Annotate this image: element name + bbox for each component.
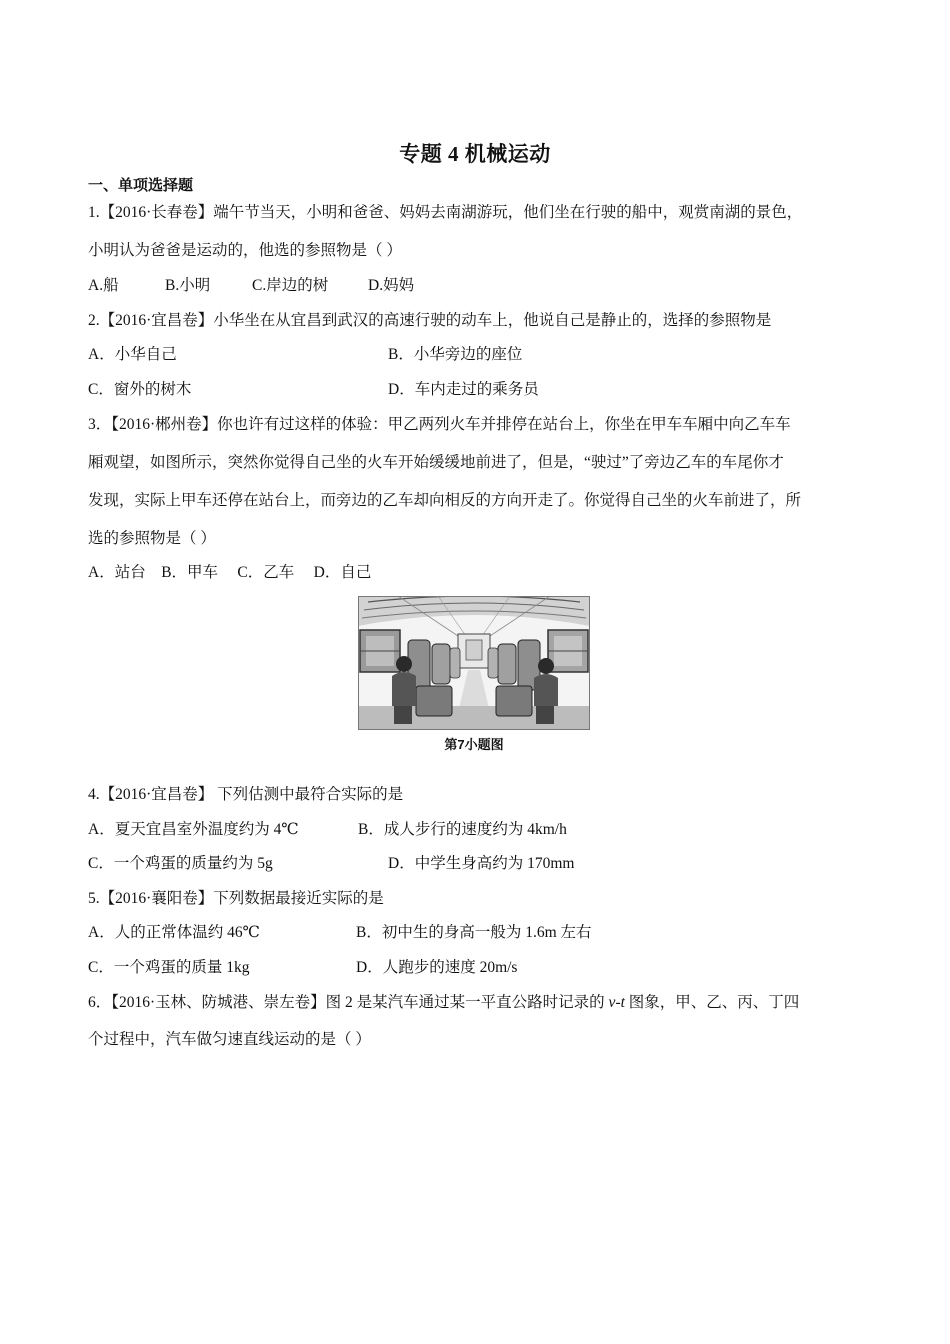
q1-option-d: D.妈妈: [368, 277, 415, 294]
q6-stem-line2: 个过程中，汽车做匀速直线运动的是（ ）: [88, 1031, 371, 1048]
q3-options: A．站台 B．甲车 C．乙车 D．自己: [88, 564, 372, 581]
q6-dash: -: [615, 994, 621, 1011]
q2-option-c: C．窗外的树木: [88, 381, 192, 398]
q2-option-b: B．小华旁边的座位: [388, 346, 523, 363]
q5-option-d: D．人跑步的速度 20m/s: [356, 959, 518, 976]
q6-text-b: 图象，甲、乙、丙、丁四: [624, 994, 800, 1011]
q5-option-c: C．一个鸡蛋的质量 1kg: [88, 959, 250, 976]
q4-option-d: D．中学生身高约为 170mm: [388, 855, 575, 872]
q1-option-c: C.岸边的树: [252, 277, 329, 294]
train-interior-figure: [358, 596, 590, 756]
q6-var-t: t: [620, 994, 625, 1011]
q3-stem-line3: 发现，实际上甲车还停在站台上，而旁边的乙车却向相反的方向开走了。你觉得自己坐的火车前进了，所: [88, 492, 802, 509]
q1-stem-line1: 1.【2016·长春卷】端午节当天，小明和爸爸、妈妈去南湖游玩，他们坐在行驶的船中，观赏南湖的景色，: [88, 204, 803, 221]
q1-option-a: A.船: [88, 277, 119, 294]
q3-stem-line1: 3．【2016·郴州卷】你也许有过这样的体验：甲乙两列火车并排停在站台上，你坐在甲车车厢中向乙车车: [88, 416, 791, 433]
q4-option-b: B．成人步行的速度约为 4km/h: [358, 821, 567, 838]
q2-option-a: A．小华自己: [88, 346, 177, 363]
q3-stem-line2: 厢观望，如图所示，突然你觉得自己坐的火车开始缓缓地前进了，但是，“驶过”了旁边乙车的车尾你才: [88, 454, 784, 471]
q5-stem: 5.【2016·襄阳卷】下列数据最接近实际的是: [88, 890, 384, 907]
q6-stem-line1: [88, 992, 799, 1014]
page-title: 专题 4 机械运动: [399, 142, 551, 166]
q4-stem: 4.【2016·宜昌卷】 下列估测中最符合实际的是: [88, 786, 404, 803]
q2-stem: 2.【2016·宜昌卷】小华坐在从宜昌到武汉的高速行驶的动车上，他说自己是静止的，选择的参照物是: [88, 312, 772, 329]
figure-caption: 第7小题图: [444, 737, 504, 752]
q2-option-d: D．车内走过的乘务员: [388, 381, 539, 398]
q1-stem-line2: 小明认为爸爸是运动的，他选的参照物是（ ）: [88, 242, 402, 259]
q5-option-a: A．人的正常体温约 46℃: [88, 924, 260, 941]
q6-var-v: v: [608, 994, 616, 1011]
q6-text-a: 6．【2016·玉林、防城港、崇左卷】图 2 是某汽车通过某一平直公路时记录的: [88, 994, 609, 1011]
q4-option-c: C．一个鸡蛋的质量约为 5g: [88, 855, 273, 872]
train-interior-illustration: [358, 596, 590, 730]
q4-option-a: A．夏天宜昌室外温度约为 4℃: [88, 821, 299, 838]
q3-stem-line4: 选的参照物是（ ）: [88, 530, 216, 547]
q1-option-b: B.小明: [165, 277, 211, 294]
section-heading: 一、单项选择题: [88, 178, 194, 194]
q5-option-b: B．初中生的身高一般为 1.6m 左右: [356, 924, 592, 941]
